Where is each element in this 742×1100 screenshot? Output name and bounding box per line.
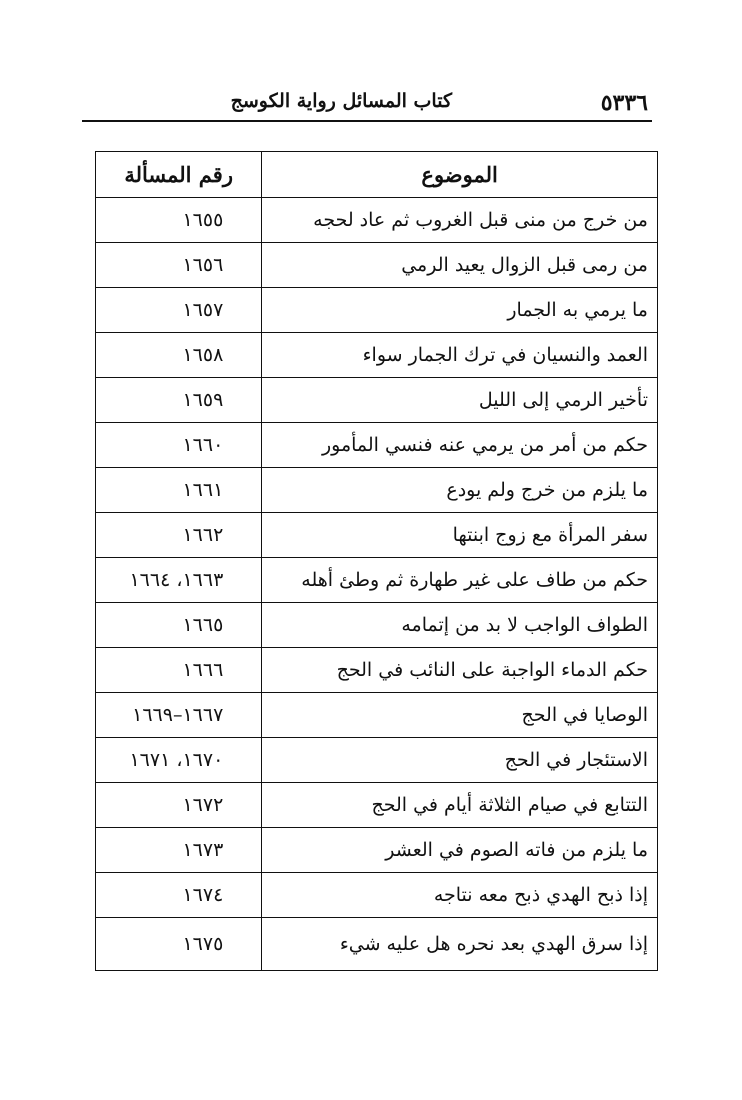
row-topic: ما يلزم من خرج ولم يودع [262,468,658,513]
table-row [96,873,658,918]
row-topic: الاستئجار في الحج [262,738,658,783]
row-topic: العمد والنسيان في ترك الجمار سواء [262,333,658,378]
row-number: ١٦٦٠ [96,423,262,468]
table-row [96,558,658,603]
header-topic: الموضوع [262,152,658,198]
row-topic: إذا سرق الهدي بعد نحره هل عليه شيء [262,918,658,971]
row-topic: حكم الدماء الواجبة على النائب في الحج [262,648,658,693]
row-topic: التتابع في صيام الثلاثة أيام في الحج [262,783,658,828]
table-row [96,288,658,333]
row-topic: سفر المرأة مع زوج ابنتها [262,513,658,558]
row-number: ١٦٧٤ [96,873,262,918]
row-topic: من رمى قبل الزوال يعيد الرمي [262,243,658,288]
row-number: ١٦٧٠، ١٦٧١ [96,738,262,783]
row-number: ١٦٧٣ [96,828,262,873]
table-row [96,693,658,738]
table-row [96,738,658,783]
page-header [82,82,652,122]
table-row [96,198,658,243]
table-row [96,513,658,558]
book-title: كتاب المسائل رواية الكوسج [230,90,452,112]
row-number: ١٦٧٥ [96,918,262,971]
row-topic: ما يلزم من فاته الصوم في العشر [262,828,658,873]
table-row [96,423,658,468]
table-row [96,783,658,828]
row-number: ١٦٧٢ [96,783,262,828]
row-number: ١٦٥٩ [96,378,262,423]
row-number: ١٦٦٦ [96,648,262,693]
header-number: رقم المسألة [96,152,262,198]
table-row [96,468,658,513]
row-topic: تأخير الرمي إلى الليل [262,378,658,423]
row-number: ١٦٦٣، ١٦٦٤ [96,558,262,603]
table-row [96,918,658,971]
index-table [95,151,658,971]
row-number: ١٦٥٦ [96,243,262,288]
table-row [96,243,658,288]
table-row [96,648,658,693]
row-number: ١٦٥٧ [96,288,262,333]
row-topic: من خرج من منى قبل الغروب ثم عاد لحجه [262,198,658,243]
row-number: ١٦٦٧–١٦٦٩ [96,693,262,738]
page-number: ٥٣٣٦ [600,90,648,116]
row-number: ١٦٥٨ [96,333,262,378]
row-topic: ما يرمي به الجمار [262,288,658,333]
table-header-row [96,152,658,198]
row-number: ١٦٦١ [96,468,262,513]
row-topic: حكم من أمر من يرمي عنه فنسي المأمور [262,423,658,468]
row-topic: حكم من طاف على غير طهارة ثم وطئ أهله [262,558,658,603]
row-number: ١٦٦٥ [96,603,262,648]
row-topic: الوصايا في الحج [262,693,658,738]
row-number: ١٦٥٥ [96,198,262,243]
row-topic: إذا ذبح الهدي ذبح معه نتاجه [262,873,658,918]
table-row [96,333,658,378]
table-row [96,603,658,648]
row-topic: الطواف الواجب لا بد من إتمامه [262,603,658,648]
row-number: ١٦٦٢ [96,513,262,558]
table-row [96,378,658,423]
table-row [96,828,658,873]
